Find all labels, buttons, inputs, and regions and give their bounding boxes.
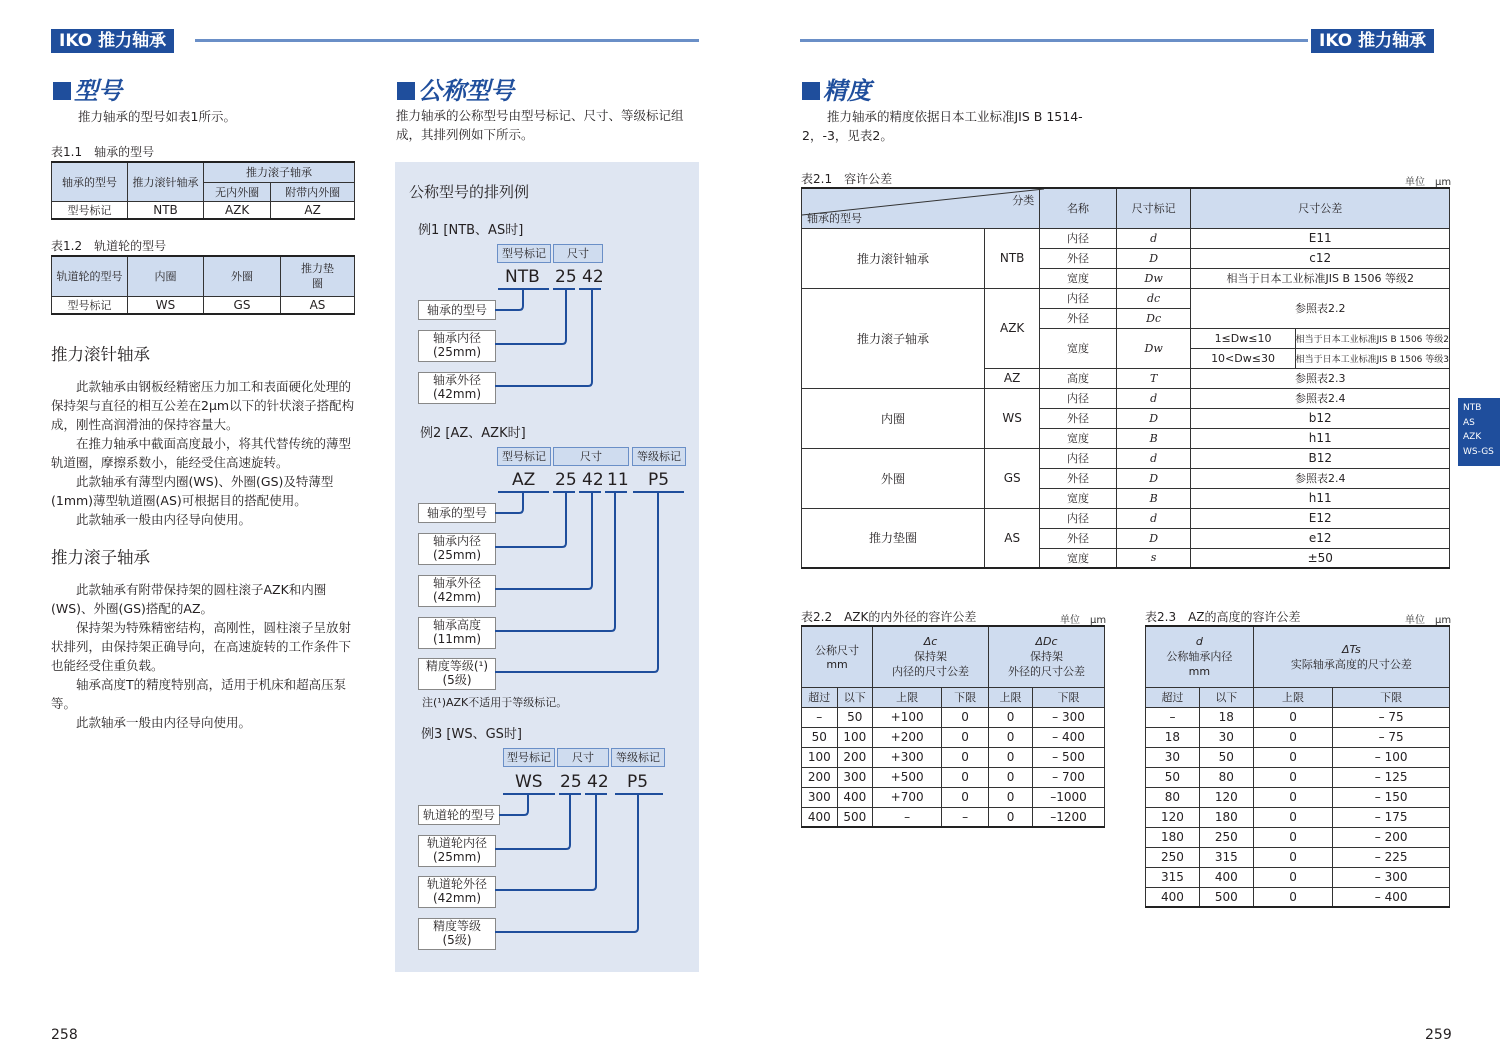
table22-caption: 表2.2 AZK的内外径的容许公差 — [801, 610, 977, 624]
table-1-1 — [51, 161, 355, 220]
td-cell: 80 — [1146, 787, 1200, 807]
th-over: 超过 — [802, 687, 838, 707]
td-tol: h11 — [1191, 488, 1450, 508]
td-cell: 0 — [1253, 767, 1333, 787]
th-Dc: ΔDc 保持架 外径的尺寸公差 — [989, 626, 1105, 687]
td-cell: – 400 — [1333, 887, 1450, 907]
needle-p4: 此款轴承一般由内径导向使用。 — [76, 512, 252, 527]
td-name: 外径 — [1040, 468, 1116, 488]
td-cell: –1000 — [1033, 787, 1105, 807]
td-tol: 参照表2.3 — [1191, 368, 1450, 388]
td-cell: 0 — [1253, 787, 1333, 807]
th-lower: 下限 — [1033, 687, 1105, 707]
td-cell: – 500 — [1033, 747, 1105, 767]
td-cell: 0 — [989, 747, 1033, 767]
td-tol: b12 — [1191, 408, 1450, 428]
ex2-tag-type: 型号标记 — [497, 447, 551, 466]
td-group-as: 推力垫圈 — [802, 508, 985, 568]
side-tab-as[interactable]: AS — [1463, 417, 1475, 428]
td-cell: – 75 — [1333, 707, 1450, 727]
td-cell: 120 — [1199, 787, 1253, 807]
table21-caption: 表2.1 容许公差 — [801, 172, 893, 186]
th-bore: d 公称轴承内径 mm — [1146, 626, 1254, 687]
table22-unit: 单位 μm — [1060, 615, 1107, 626]
th-incl: 以下 — [1199, 687, 1253, 707]
section-title-nominal: 公称型号 — [397, 71, 514, 106]
model-intro: 推力轴承的型号如表1所示。 — [78, 109, 236, 124]
td-row-label: 型号标记 — [52, 296, 128, 314]
table21-unit: 单位 μm — [1405, 177, 1452, 188]
td-name: 内径 — [1040, 508, 1116, 528]
td-name: 宽度 — [1040, 488, 1116, 508]
ex3-code-bore: 25 — [560, 772, 582, 792]
ex3-label-type: 轨道轮的型号 — [418, 805, 500, 825]
td-sym: D — [1116, 468, 1191, 488]
td-cell: – 75 — [1333, 727, 1450, 747]
ex2-label-bore: 轴承内径 (25mm) — [418, 533, 496, 565]
td-ws: WS — [128, 296, 204, 314]
td-cell: 400 — [1146, 887, 1200, 907]
roller-p4: 此款轴承一般由内径导向使用。 — [76, 715, 252, 730]
ex2-code-bore: 25 — [555, 470, 577, 490]
td-tol: 相当于日本工业标准JIS B 1506 等级2 — [1295, 328, 1449, 348]
ex2-code-height: 11 — [607, 470, 629, 490]
td-group-ws: 内圈 — [802, 388, 985, 448]
td-sym: B — [1116, 488, 1191, 508]
td-sym: dc — [1116, 288, 1191, 308]
th-upper: 上限 — [989, 687, 1033, 707]
td-sym: Dw — [1116, 328, 1191, 368]
td-cell: 0 — [942, 707, 989, 727]
td-cell: – — [873, 807, 942, 827]
td-cell: 0 — [989, 787, 1033, 807]
td-cell: – 225 — [1333, 847, 1450, 867]
table11-caption: 表1.1 轴承的型号 — [51, 145, 155, 159]
td-tol: E11 — [1191, 228, 1450, 248]
td-cell: 50 — [1199, 747, 1253, 767]
td-sym: d — [1116, 508, 1191, 528]
th-needle: 推力滚针轴承 — [128, 162, 204, 201]
side-tab-index[interactable] — [1458, 398, 1500, 466]
td-cell: 50 — [837, 707, 873, 727]
th-class-type: 分类 轴承的型号 — [802, 188, 1040, 228]
ex3-code-od: 42 — [587, 772, 609, 792]
th-no-inner: 无内外圈 — [204, 182, 271, 201]
td-sym: D — [1116, 408, 1191, 428]
td-cell: 250 — [1199, 827, 1253, 847]
td-tol-range: 1≤Dw≤10 — [1191, 328, 1295, 348]
td-code-az: AZ — [985, 368, 1040, 388]
ex2-code-grade: P5 — [648, 470, 670, 490]
needle-p3: 此款轴承有薄型内圈(WS)、外圈(GS)及特薄型(1mm)薄型轨道圈(AS)可根据目的搭配使用。 — [51, 474, 334, 508]
needle-text — [51, 377, 356, 529]
ex2-tag-grade: 等级标记 — [632, 447, 686, 466]
th-over: 超过 — [1146, 687, 1200, 707]
td-cell: 0 — [989, 707, 1033, 727]
td-code-ntb: NTB — [985, 228, 1040, 288]
th-upper: 上限 — [873, 687, 942, 707]
ex2-label-od: 轴承外径 (42mm) — [418, 575, 496, 607]
th-roller: 推力滚子轴承 — [204, 162, 355, 182]
td-cell: 400 — [837, 787, 873, 807]
td-cell: +300 — [873, 747, 942, 767]
td-cell: 200 — [802, 767, 838, 787]
td-name: 外径 — [1040, 248, 1116, 268]
td-name: 宽度 — [1040, 548, 1116, 568]
td-cell: – 100 — [1333, 747, 1450, 767]
ex1-label-bore: 轴承内径 (25mm) — [418, 330, 496, 362]
ex2-tag-size: 尺寸 — [553, 447, 629, 466]
brand-badge-right: IKO 推力轴承 — [1311, 29, 1434, 53]
td-cell: – 300 — [1333, 867, 1450, 887]
ex1-code-od: 42 — [582, 267, 604, 287]
td-tol: ±50 — [1191, 548, 1450, 568]
td-sym: Dw — [1116, 268, 1191, 288]
table-2-2 — [801, 625, 1105, 828]
th-inner: 内圈 — [128, 256, 204, 296]
td-sym: T — [1116, 368, 1191, 388]
td-tol: 参照表2.4 — [1191, 388, 1450, 408]
table-1-2 — [51, 255, 355, 315]
box-title: 公称型号的排列例 — [409, 183, 530, 201]
td-cell: 120 — [1146, 807, 1200, 827]
td-cell: +500 — [873, 767, 942, 787]
td-cell: – 175 — [1333, 807, 1450, 827]
td-name: 内径 — [1040, 228, 1116, 248]
td-cell: 0 — [989, 767, 1033, 787]
ex1-label-od: 轴承外径 (42mm) — [418, 372, 496, 404]
th-lower: 下限 — [1333, 687, 1450, 707]
td-name: 高度 — [1040, 368, 1116, 388]
td-code-ws: WS — [985, 388, 1040, 448]
td-cell: – — [802, 707, 838, 727]
td-azk: AZK — [204, 201, 271, 219]
td-cell: 0 — [942, 787, 989, 807]
connector-lines — [395, 162, 699, 972]
th-height-tol: ΔTs 实际轴承高度的尺寸公差 — [1253, 626, 1449, 687]
ex2-note: 注(¹)AZK不适用于等级标记。 — [422, 696, 568, 709]
td-cell: – 200 — [1333, 827, 1450, 847]
td-cell: – — [942, 807, 989, 827]
td-cell: 100 — [802, 747, 838, 767]
side-tab-azk[interactable]: AZK — [1463, 432, 1482, 442]
td-cell: 100 — [837, 727, 873, 747]
header-rule-left — [195, 39, 699, 42]
td-cell: 50 — [1146, 767, 1200, 787]
section-title-accuracy: 精度 — [802, 71, 871, 106]
td-cell: 0 — [1253, 747, 1333, 767]
heading-needle: 推力滚针轴承 — [51, 345, 150, 364]
td-code-azk: AZK — [985, 288, 1040, 368]
nominal-intro: 推力轴承的公称型号由型号标记、尺寸、等级标记组成，其排列例如下所示。 — [396, 108, 684, 142]
td-tol: 参照表2.4 — [1191, 468, 1450, 488]
needle-p2: 在推力轴承中截面高度最小，将其代替传统的薄型轨道圈，摩擦系数小，能经受住高速旋转。 — [51, 436, 352, 470]
td-cell: 315 — [1146, 867, 1200, 887]
th-with-inner: 附带内外圈 — [271, 182, 355, 201]
td-code-gs: GS — [985, 448, 1040, 508]
td-cell: 300 — [802, 787, 838, 807]
td-name: 内径 — [1040, 448, 1116, 468]
td-cell: 200 — [837, 747, 873, 767]
td-sym: d — [1116, 388, 1191, 408]
td-cell: 0 — [1253, 887, 1333, 907]
td-tol: 参照表2.2 — [1191, 288, 1450, 328]
td-sym: d — [1116, 448, 1191, 468]
ex3-code-type: WS — [515, 772, 543, 792]
td-cell: 30 — [1199, 727, 1253, 747]
td-name: 外径 — [1040, 528, 1116, 548]
td-cell: 0 — [1253, 707, 1333, 727]
header-rule-right — [800, 39, 1308, 42]
td-name: 外径 — [1040, 308, 1116, 328]
roller-p3: 轴承高度T的精度特别高，适用于机床和超高压泵等。 — [51, 677, 347, 711]
ex2-label-type: 轴承的型号 — [418, 503, 496, 523]
th-race-type: 轨道轮的型号 — [52, 256, 128, 296]
td-gs: GS — [204, 296, 281, 314]
td-cell: 0 — [942, 727, 989, 747]
td-name: 宽度 — [1040, 328, 1116, 368]
td-name: 内径 — [1040, 388, 1116, 408]
ex1-tag-type: 型号标记 — [497, 244, 551, 263]
td-cell: –1200 — [1033, 807, 1105, 827]
td-name: 宽度 — [1040, 268, 1116, 288]
td-tol: h11 — [1191, 428, 1450, 448]
td-cell: +700 — [873, 787, 942, 807]
ex3-code-grade: P5 — [627, 772, 649, 792]
th-lower: 下限 — [942, 687, 989, 707]
td-ntb: NTB — [128, 201, 204, 219]
td-code-as: AS — [985, 508, 1040, 568]
ex3-tag-size: 尺寸 — [557, 748, 609, 767]
td-cell: – 400 — [1033, 727, 1105, 747]
accuracy-intro: 推力轴承的精度依据日本工业标准JIS B 1514-2，-3，见表2。 — [802, 109, 1083, 143]
th-bearing-type: 轴承的型号 — [52, 162, 128, 201]
td-name: 宽度 — [1040, 428, 1116, 448]
td-cell: +100 — [873, 707, 942, 727]
ex3-tag-grade: 等级标记 — [611, 748, 665, 767]
td-sym: B — [1116, 428, 1191, 448]
td-cell: 500 — [1199, 887, 1253, 907]
td-tol-range: 10<Dw≤30 — [1191, 348, 1295, 368]
ex1-code-type: NTB — [505, 267, 540, 287]
td-group-gs: 外圈 — [802, 448, 985, 508]
td-row-label: 型号标记 — [52, 201, 128, 219]
page-number-right: 259 — [1425, 1027, 1452, 1043]
td-name: 外径 — [1040, 408, 1116, 428]
ex1-label-type: 轴承的型号 — [418, 300, 496, 320]
td-tol: c12 — [1191, 248, 1450, 268]
page-number-left: 258 — [51, 1027, 78, 1043]
td-cell: 0 — [989, 807, 1033, 827]
td-cell: – 150 — [1333, 787, 1450, 807]
th-nominal-size: 公称尺寸 mm — [802, 626, 873, 687]
td-tol: B12 — [1191, 448, 1450, 468]
th-symbol: 尺寸标记 — [1116, 188, 1191, 228]
td-az: AZ — [271, 201, 355, 219]
td-sym: s — [1116, 548, 1191, 568]
needle-p1: 此款轴承由钢板经精密压力加工和表面硬化处理的保持架与直径的相互公差在2μm以下的针状滚子搭配构成，刚性高润滑油的保持容量大。 — [51, 379, 355, 432]
ex3-label-grade: 精度等级 (5级) — [418, 918, 496, 950]
td-cell: 300 — [837, 767, 873, 787]
td-cell: 180 — [1199, 807, 1253, 827]
td-cell: 0 — [1253, 727, 1333, 747]
td-cell: 18 — [1199, 707, 1253, 727]
roller-p2: 保持架为特殊精密结构，高刚性，圆柱滚子呈放射状排列，由保持架正确导向，在高速旋转的工作条件下也能经受住重负载。 — [51, 620, 352, 673]
td-sym: d — [1116, 228, 1191, 248]
table-2-1 — [801, 187, 1450, 569]
section-title-model: 型号 — [53, 71, 122, 106]
td-cell: 30 — [1146, 747, 1200, 767]
td-cell: 0 — [942, 767, 989, 787]
ex2-code-od: 42 — [582, 470, 604, 490]
th-name: 名称 — [1040, 188, 1116, 228]
roller-p1: 此款轴承有附带保持架的圆柱滚子AZK和内圈(WS)、外圈(GS)搭配的AZ。 — [51, 582, 327, 616]
td-cell: 0 — [989, 727, 1033, 747]
td-cell: 250 — [1146, 847, 1200, 867]
ex1-title: 例1 [NTB、AS时] — [418, 223, 524, 238]
td-cell: 400 — [1199, 867, 1253, 887]
td-as: AS — [281, 296, 355, 314]
td-tol: e12 — [1191, 528, 1450, 548]
td-tol: 相当于日本工业标准JIS B 1506 等级2 — [1191, 268, 1450, 288]
td-cell: 50 — [802, 727, 838, 747]
td-cell: 80 — [1199, 767, 1253, 787]
td-name: 内径 — [1040, 288, 1116, 308]
th-washer: 推力垫圈 — [281, 256, 355, 296]
td-cell: – 700 — [1033, 767, 1105, 787]
table23-caption: 表2.3 AZ的高度的容许公差 — [1145, 610, 1301, 624]
td-cell: 0 — [1253, 867, 1333, 887]
ex2-title: 例2 [AZ、AZK时] — [420, 426, 526, 441]
ex3-tag-type: 型号标记 — [503, 748, 555, 767]
side-tab-ws-gs[interactable]: WS-GS — [1463, 446, 1494, 457]
ex1-tag-size: 尺寸 — [553, 244, 603, 263]
td-cell: 18 — [1146, 727, 1200, 747]
ex2-label-grade: 精度等级(¹) (5级) — [418, 658, 496, 690]
td-cell: 0 — [1253, 807, 1333, 827]
ex2-label-height: 轴承高度 (11mm) — [418, 617, 496, 649]
ex1-code-bore: 25 — [555, 267, 577, 287]
th-dc: Δc 保持架 内径的尺寸公差 — [873, 626, 989, 687]
td-group-ntb: 推力滚针轴承 — [802, 228, 985, 288]
brand-badge-left: IKO 推力轴承 — [51, 29, 174, 53]
table23-unit: 单位 μm — [1405, 615, 1452, 626]
th-tolerance: 尺寸公差 — [1191, 188, 1450, 228]
th-outer: 外圈 — [204, 256, 281, 296]
ex3-label-bore: 轨道轮内径 (25mm) — [418, 835, 496, 867]
table-2-3 — [1145, 625, 1450, 908]
table12-caption: 表1.2 轨道轮的型号 — [51, 239, 167, 253]
td-tol: E12 — [1191, 508, 1450, 528]
td-cell: 500 — [837, 807, 873, 827]
heading-roller: 推力滚子轴承 — [51, 548, 150, 567]
td-sym: D — [1116, 248, 1191, 268]
side-tab-ntb[interactable]: NTB — [1463, 403, 1482, 413]
td-sym: Dc — [1116, 308, 1191, 328]
th-incl: 以下 — [837, 687, 873, 707]
td-group-azk: 推力滚子轴承 — [802, 288, 985, 388]
th-upper: 上限 — [1253, 687, 1333, 707]
td-cell: +200 — [873, 727, 942, 747]
td-tol: 相当于日本工业标准JIS B 1506 等级3 — [1295, 348, 1449, 368]
td-sym: D — [1116, 528, 1191, 548]
td-cell: 0 — [1253, 827, 1333, 847]
ex3-label-od: 轨道轮外径 (42mm) — [418, 876, 496, 908]
td-cell: – — [1146, 707, 1200, 727]
td-cell: 315 — [1199, 847, 1253, 867]
td-cell: 0 — [1253, 847, 1333, 867]
td-cell: – 300 — [1033, 707, 1105, 727]
ex3-title: 例3 [WS、GS时] — [421, 727, 522, 742]
roller-text — [51, 580, 356, 732]
td-cell: 400 — [802, 807, 838, 827]
td-cell: 0 — [942, 747, 989, 767]
ex2-code-type: AZ — [512, 470, 536, 490]
td-cell: 180 — [1146, 827, 1200, 847]
td-cell: – 125 — [1333, 767, 1450, 787]
